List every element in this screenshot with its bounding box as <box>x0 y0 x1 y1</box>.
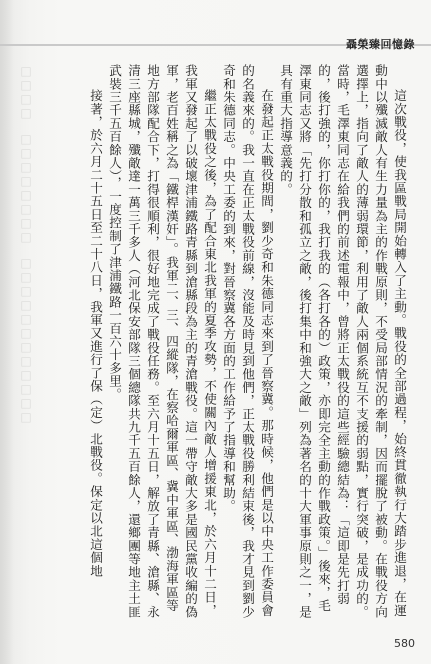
running-header <box>0 6 431 51</box>
paragraph: 這次戰役，使我區戰局開始轉入了主動。戰役的全部過程，始終貫徹執行大踏步進退，在運動中以殲滅敵人有生力量為主的作戰原則，不受局部情況的牽制，因而擺脫了被動。在戰役方向選擇上，指向了敵人的薄弱環節，利用了敵人兩個系統互不支援的弱點，實行突破，是成功的。當時，毛澤東同志在給我們的前述電報中，曾將正太戰役的這些經驗總結為：「這即是先打弱的，後打強的，你打你的，我打我的（各打各的）政策，亦即完全主動的作戰政策。」後來，毛澤東同志又將「先打分散和孤立之敵，後打集中和強大之敵」列為著名的十大軍事原則之一，是具有重大指導意義的。 <box>278 64 407 619</box>
body-text <box>44 64 409 624</box>
paragraph: 接著，於六月二十五日至二十八日，我軍又進行了保（定）北戰役。保定以北這個地 <box>88 89 103 578</box>
book-title: 聶榮臻回憶錄 <box>346 38 415 51</box>
bleed-through-text: □□□□ □□□□□□□□ □□□□□□□□□□□□ <box>19 64 33 424</box>
page-number: 580 <box>394 637 415 650</box>
paragraph: 在發起正太戰役期間，劉少奇和朱德同志來到了晉察冀。那時候，他們是以中央工作委員會的名義來的。我一直在正太戰役前線，沒能及時見到他們，正太戰役勝利結束後，我才見到劉少奇和朱德同志。中央工委的到來，對晉察冀各方面的工作給予了指導和幫助。 <box>221 64 274 619</box>
paragraph: 繼正太戰役之後，為了配合東北我軍的夏季攻勢，不使關內敵人增援東北，於六月十二日，我軍又發起了以破壞津浦鐵路青縣到滄縣段為主的青滄戰役。這一帶守敵大多是國民黨收編的偽軍，老百姓稱之為「鐵桿漢奸」。我軍二、三、四縱隊，在察哈爾軍區、冀中軍區、渤海軍區等地方部隊配合下，打得很順利，很好地完成了戰役任務。至六月十五日，解放了青縣、滄縣、永清三座縣城，殲敵達一萬三千多人（河北保安部隊三個總隊共九千五百餘人，還鄉團等地主土匪武裝三千五百餘人），一度控制了津浦鐵路一百六十多里。 <box>107 64 217 619</box>
